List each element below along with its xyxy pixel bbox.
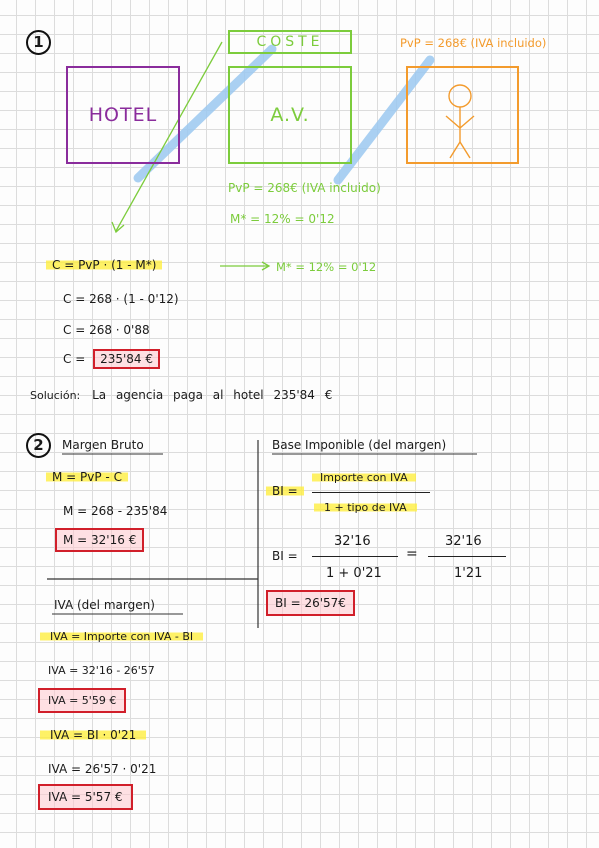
tax-base-calc-denominator-b: 1'21 — [454, 566, 483, 581]
tax-base-result: BI = 26'57€ — [266, 596, 355, 610]
tax-base-calc-denominator: 1 + 0'21 — [326, 566, 382, 581]
tax-base-calc-equals: = — [406, 546, 418, 562]
margin-step-2: M = 268 - 235'84 — [63, 504, 168, 518]
coste-label: COSTE — [228, 30, 352, 54]
formula-cost-result: C = 235'84 € — [63, 352, 160, 366]
tax-base-calc-bar-b — [428, 556, 506, 557]
formula-cost-step-3: C = 268 · 0'88 — [63, 323, 150, 337]
vat-formula: IVA = Importe con IVA - BI — [40, 630, 203, 643]
agency-box — [228, 66, 352, 164]
pvp-top-note: PvP = 268€ (IVA incluido) — [400, 36, 547, 50]
hotel-label: HOTEL — [88, 104, 158, 126]
agency-label: A.V. — [270, 104, 310, 126]
tax-base-formula-denominator: 1 + tipo de IVA — [314, 501, 417, 514]
client-box — [406, 66, 519, 164]
margin-formula: M = PvP - C — [46, 470, 128, 484]
hotel-box — [66, 66, 180, 164]
formula-cost-step-2: C = 268 · (1 - 0'12) — [63, 292, 179, 306]
pvp-green-note: PvP = 268€ (IVA incluido) — [228, 181, 381, 195]
section-1-number: 1 — [26, 30, 51, 55]
vat-result-1: IVA = 5'59 € — [38, 694, 126, 707]
formula-cost: C = PvP · (1 - M*) — [46, 258, 162, 272]
section-2-number: 2 — [26, 433, 51, 458]
vat-title: IVA (del margen) — [54, 598, 155, 612]
margin-result: M = 32'16 € — [55, 533, 144, 547]
vat-step-2: IVA = 32'16 - 26'57 — [48, 664, 155, 677]
tax-base-formula-numerator: Importe con IVA — [312, 471, 416, 484]
vat-step-3: IVA = 26'57 · 0'21 — [48, 762, 157, 776]
vat-formula-2: IVA = BI · 0'21 — [40, 728, 146, 742]
gross-margin-title: Margen Bruto — [62, 438, 144, 452]
tax-base-formula-label: BI = — [266, 484, 304, 498]
solution-line: Solución: La agencia paga al hotel 235'84 € — [30, 388, 333, 402]
tax-base-calc-numerator: 32'16 — [334, 534, 371, 549]
tax-base-title: Base Imponible (del margen) — [272, 438, 447, 452]
tax-base-calc-numerator-b: 32'16 — [445, 534, 482, 549]
margin-green-note: M* = 12% = 0'12 — [230, 212, 335, 226]
tax-base-fraction-bar — [312, 492, 430, 493]
vat-result-2: IVA = 5'57 € — [38, 790, 133, 804]
tax-base-calc-bar — [312, 556, 398, 557]
formula-cost-aside: M* = 12% = 0'12 — [276, 260, 377, 274]
tax-base-calc-label: BI = — [272, 549, 298, 563]
